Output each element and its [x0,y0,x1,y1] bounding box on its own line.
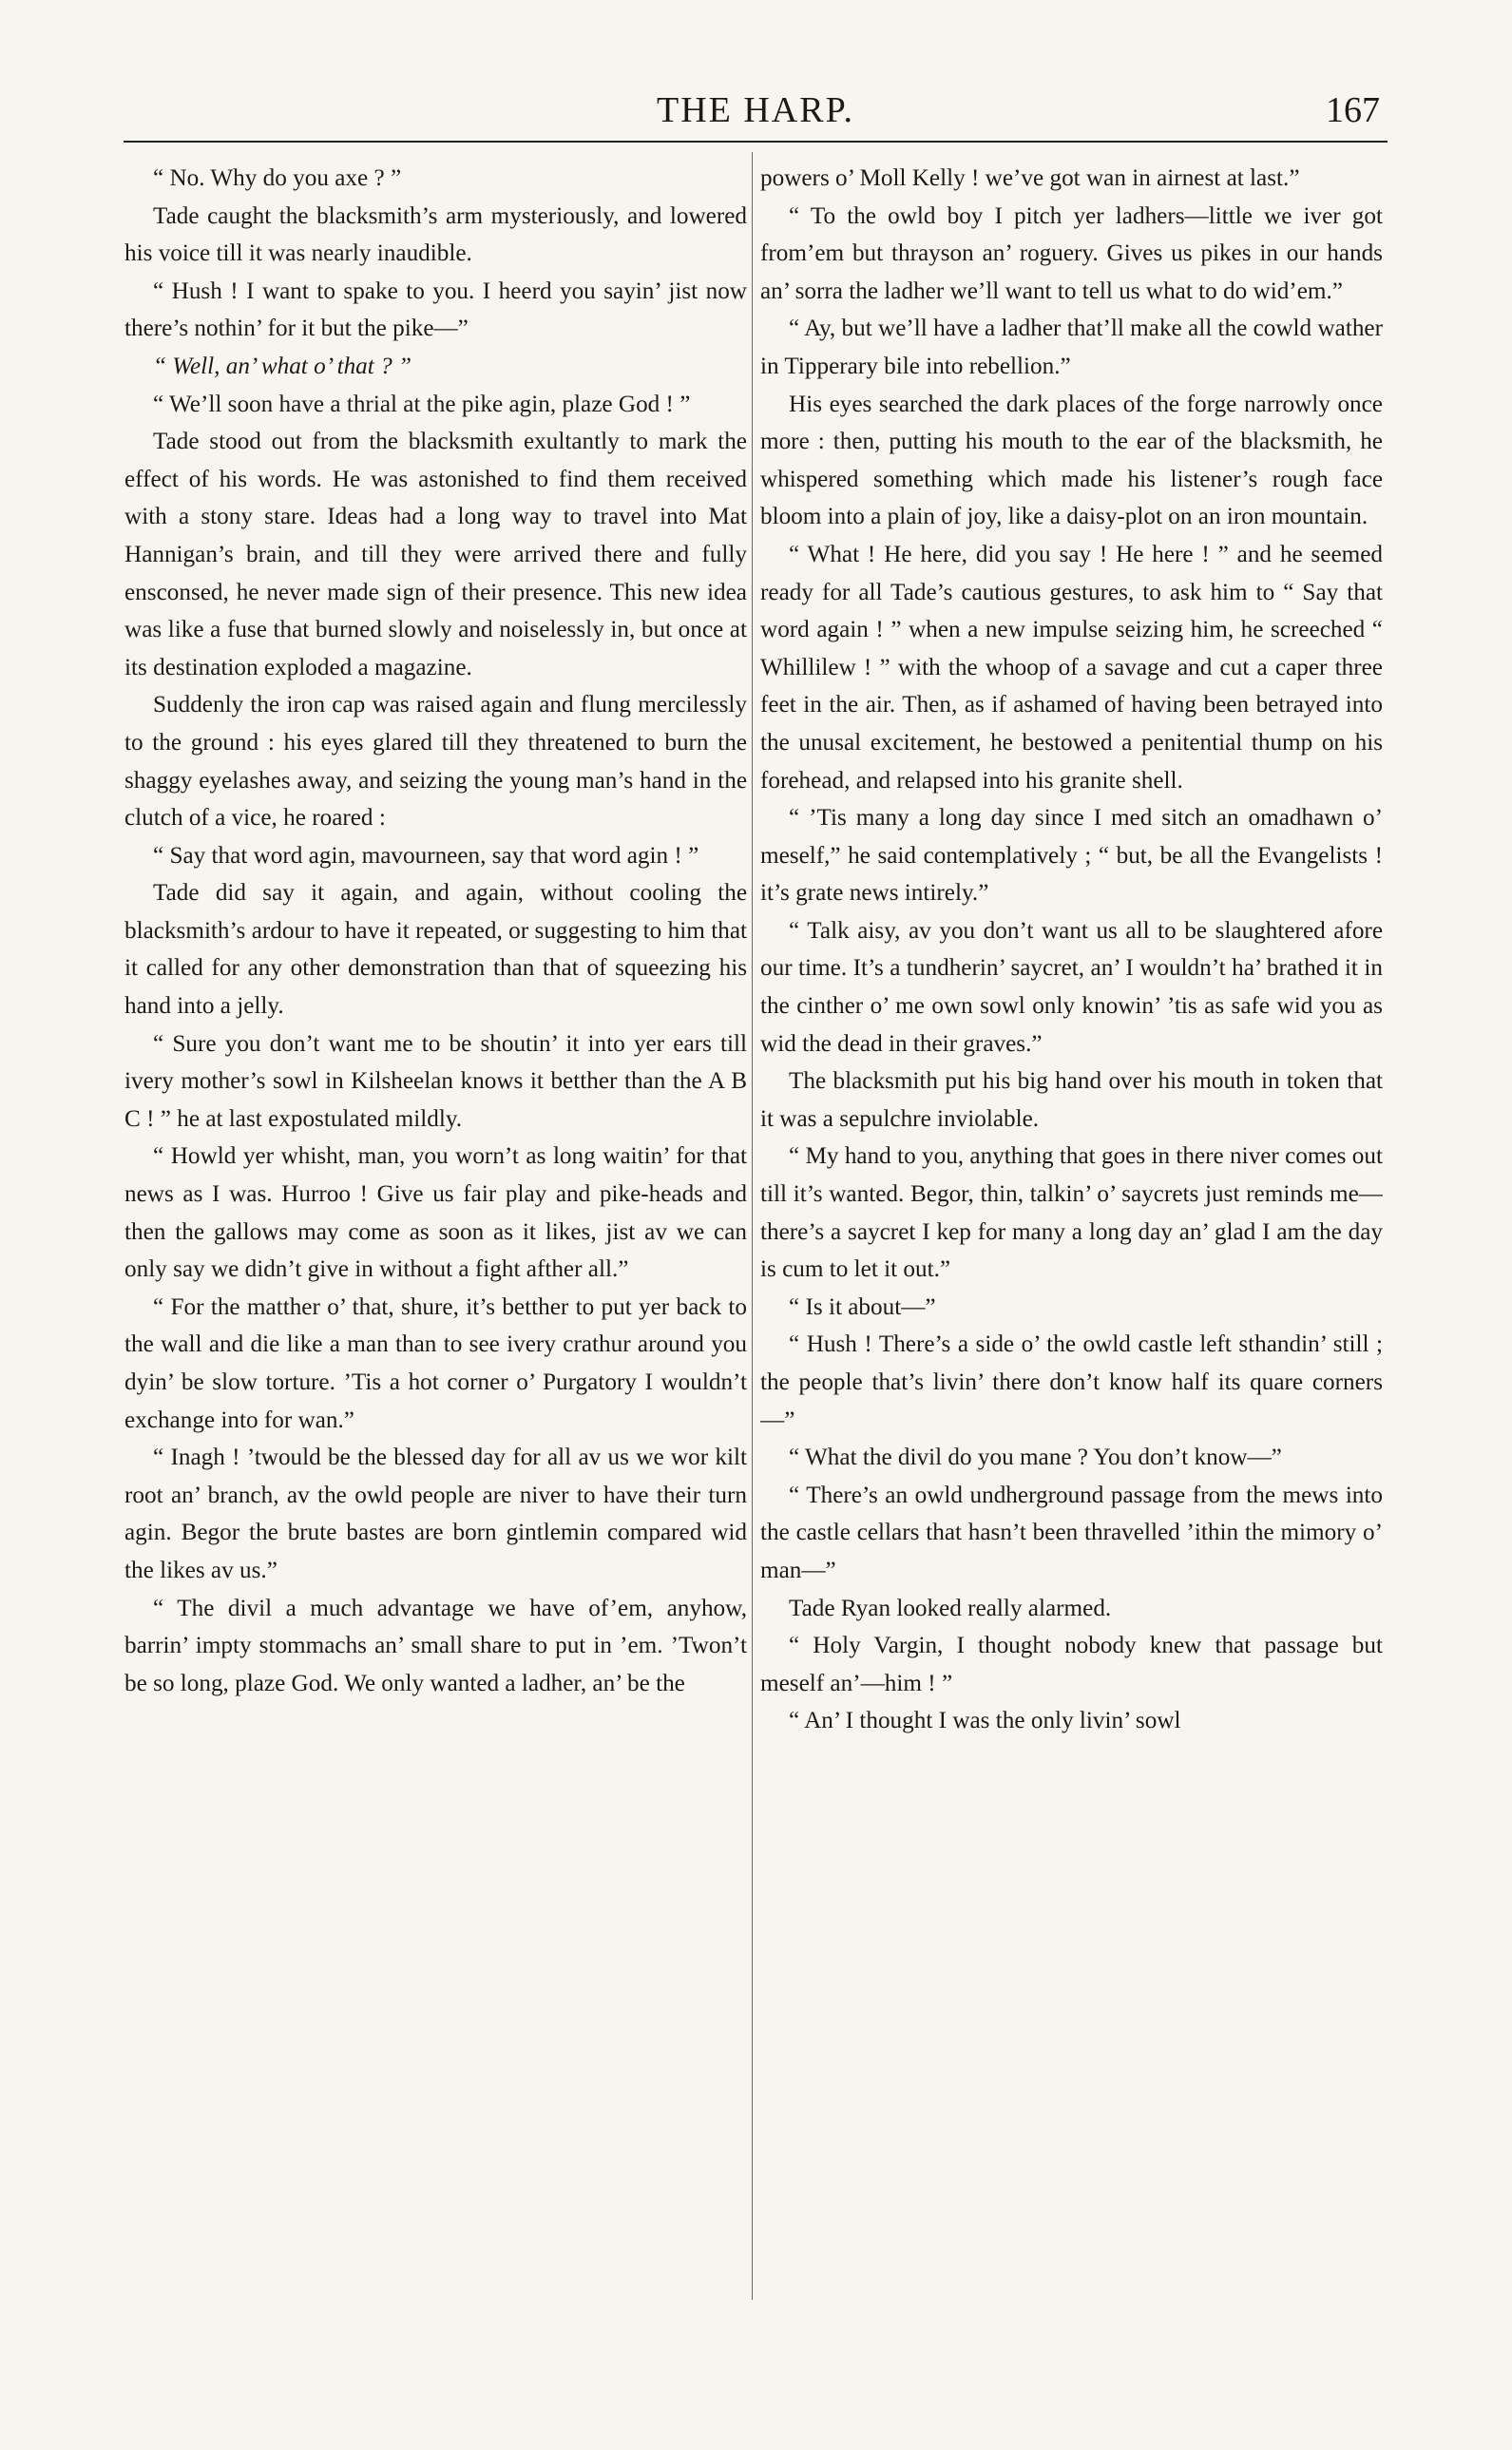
paragraph: Tade Ryan looked really alarmed. [789,1595,1112,1621]
paragraph: “ An’ I thought I was the only livin’ sowl [789,1708,1181,1734]
paragraph: “ Hush ! I want to spake to you. I heerd you sayin’ jist now there’s nothin’ for it but the pike—” [124,278,747,342]
paragraph: “ Hush ! There’s a side o’ the owld castle left sthandin’ still ; the people that’s livin’ there don’t know half its quare corners—” [760,1331,1383,1433]
paragraph: “ My hand to you, anything that goes in there niver comes out till it’s wanted. Begor, thin, talkin’ o’ saycrets just reminds me—there’s a saycret I kep for many a long day an’ glad I am the day is cum to let it out.” [760,1143,1383,1283]
paragraph: “ Is it about—” [789,1293,936,1320]
left-column [124,160,747,2364]
paragraph: “ Well, an’ what o’ that ? ” [153,353,411,379]
paragraph: “ To the owld boy I pitch yer ladhers—little we iver got from’em but thrayson an’ roguery. Gives us pikes in our hands an’ sorra the ladher we’ll want to tell us what to do wid’em.” [760,202,1383,304]
page-header [124,87,1388,143]
paragraph: “ What ! He here, did you say ! He here ! ” and he seemed ready for all Tade’s cautious gestures, to ask him to “ Say that word again ! ” when a new impulse seizing him, he screeched “ Whillilew ! ” with the whoop of a savage and cut a caper three feet in the air. Then, as if ashamed of having been betrayed into the unusal excitement, he bestowed a penitential thump on his forehead, and relapsed into his granite shell. [760,541,1383,794]
paragraph: “ Howld yer whisht, man, you worn’t as long waitin’ for that news as I was. Hurroo ! Give us fair play and pike-heads and then the gallows may come as soon as it likes, jist av we can only say we didn’t give in without a fight afther all.” [124,1143,747,1283]
paragraph: His eyes searched the dark places of the forge narrowly once more : then, putting his mouth to the ear of the blacksmith, he whispered something which made his listener’s rough face bloom into a plain of joy, like a daisy-plot on an iron mountain. [760,391,1383,530]
paragraph: “ The divil a much advantage we have of’em, anyhow, barrin’ impty stommachs an’ small share to put in ’em. ’Twon’t be so long, plaze God. We only wanted a ladher, an’ be the [124,1595,747,1696]
paragraph: “ Say that word agin, mavourneen, say that word agin ! ” [153,842,699,869]
page-number: 167 [1326,90,1380,130]
paragraph: “ Ay, but we’ll have a ladher that’ll make all the cowld wather in Tipperary bile into rebellion.” [760,316,1383,379]
paragraph: “ ’Tis many a long day since I med sitch an omadhawn o’ meself,” he said contemplatively ; “ but, be all the Evangelists ! it’s grate news intirely.” [760,805,1383,907]
paragraph: The blacksmith put his big hand over his mouth in token that it was a sepulchre inviolable. [760,1068,1383,1132]
paragraph: Tade stood out from the blacksmith exultantly to mark the effect of his words. He was astonished to find them received with a stony stare. Ideas had a long way to travel into Mat Hannigan’s brain, and till they were arrived there and fully ensconsed, he never made sign of their presence. This new idea was like a fuse that burned slowly and noiselessly in, but once at its destination exploded a magazine. [124,429,747,680]
paragraph: “ No. Why do you axe ? ” [153,165,402,191]
paragraph: “ For the matther o’ that, shure, it’s betther to put yer back to the wall and die like a man than to see ivery crathur around you dyin’ be slow torture. ’Tis a hot corner o’ Purgatory I wouldn’t exchange into for wan.” [124,1293,747,1433]
paragraph: “ Holy Vargin, I thought nobody knew that passage but meself an’—him ! ” [760,1633,1383,1696]
paragraph: Tade caught the blacksmith’s arm mysteriously, and lowered his voice till it was nearly inaudible. [124,202,747,267]
paragraph: “ Talk aisy, av you don’t want us all to be slaughtered afore our time. It’s a tundherin’ saycret, an’ I wouldn’t ha’ brathed it in the cinther o’ me own sowl only knowin’ ’tis as safe wid you as wid the dead in their graves.” [760,917,1383,1057]
right-column [760,160,1383,2364]
column-divider [752,152,753,2300]
running-title: THE HARP. [656,90,855,130]
paragraph: “ Inagh ! ’twould be the blessed day for all av us we wor kilt root an’ branch, av the owld people are niver to have their turn agin. Begor the brute bastes are born gintlemin compared wid the likes av us.” [124,1445,747,1583]
paragraph: “ Sure you don’t want me to be shoutin’ it into yer ears till ivery mother’s sowl in Kilsheelan knows it betther than the A B C ! ” he at last expostulated mildly. [124,1030,747,1132]
paragraph: “ There’s an owld undherground passage from the mews into the castle cellars that hasn’t been thravelled ’ithin the mimory o’ man—” [760,1482,1383,1583]
paragraph: “ What the divil do you mane ? You don’t know—” [789,1445,1282,1471]
paragraph: Tade did say it again, and again, without cooling the blacksmith’s ardour to have it repeated, or suggesting to him that it called for any other demonstration than that of squeezing his hand into a jelly. [124,880,747,1020]
paragraph: “ We’ll soon have a thrial at the pike agin, plaze God ! ” [153,391,691,417]
paragraph: Suddenly the iron cap was raised again and flung mercilessly to the ground : his eyes glared till they threatened to burn the shaggy eyelashes away, and seizing the young man’s hand in the clutch of a vice, he roared : [124,692,747,832]
paragraph: powers o’ Moll Kelly ! we’ve got wan in airnest at last.” [760,165,1300,191]
